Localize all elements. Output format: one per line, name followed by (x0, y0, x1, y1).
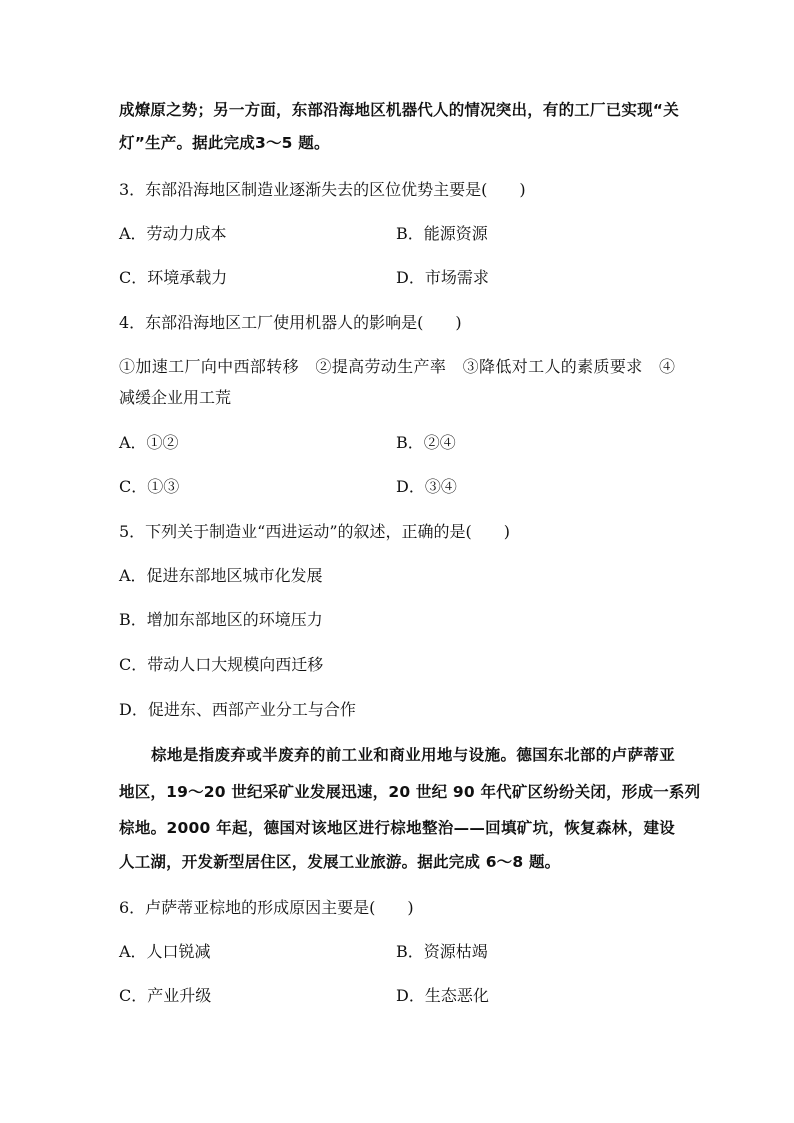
passage2-line1: 棕地是指废弃或半废弃的前工业和商业用地与设施。德国东北部的卢萨蒂亚 (151, 746, 675, 764)
question-3-option-a: A．劳动力成本 (119, 224, 227, 243)
question-6-option-a: A．人口锐减 (119, 942, 211, 961)
question-3-option-d: D．市场需求 (396, 268, 489, 287)
question-4-stem: 4．东部沿海地区工厂使用机器人的影响是( ) (119, 313, 462, 332)
question-5-option-a: A．促进东部地区城市化发展 (119, 566, 323, 585)
question-6-stem: 6．卢萨蒂亚棕地的形成原因主要是( ) (119, 898, 414, 917)
passage1-line1: 成燎原之势；另一方面，东部沿海地区机器代人的情况突出，有的工厂已实现“关 (119, 101, 679, 119)
question-4-option-b: B．②④ (396, 433, 456, 452)
question-3-option-b: B．能源资源 (396, 224, 488, 243)
question-3-option-c: C．环境承载力 (119, 268, 228, 287)
question-4-option-a: A．①② (119, 433, 179, 452)
question-5-stem: 5．下列关于制造业“西进运动”的叙述，正确的是( ) (119, 522, 511, 541)
passage2-line4: 人工湖，开发新型居住区，发展工业旅游。据此完成 6～8 题。 (119, 853, 561, 871)
question-6-option-d: D．生态恶化 (396, 986, 489, 1005)
question-5-option-c: C．带动人口大规模向西迁移 (119, 655, 324, 674)
question-4-option-c: C．①③ (119, 477, 180, 496)
question-4-items-line2: 减缓企业用工荒 (119, 388, 232, 407)
question-6-option-c: C．产业升级 (119, 986, 212, 1005)
question-5-option-b: B．增加东部地区的环境压力 (119, 610, 323, 629)
passage2-line3: 棕地。2000 年起，德国对该地区进行棕地整治——回填矿坑，恢复森林，建设 (119, 819, 675, 837)
question-5-option-d: D．促进东、西部产业分工与合作 (119, 700, 356, 719)
question-6-option-b: B．资源枯竭 (396, 942, 488, 961)
passage2-line2: 地区，19～20 世纪采矿业发展迅速，20 世纪 90 年代矿区纷纷关闭，形成一系列 (119, 783, 701, 801)
question-3-stem: 3．东部沿海地区制造业逐渐失去的区位优势主要是( ) (119, 180, 526, 199)
question-4-items-line1: ①加速工厂向中西部转移 ②提高劳动生产率 ③降低对工人的素质要求 ④ (119, 357, 675, 376)
question-4-option-d: D．③④ (396, 477, 457, 496)
passage1-line2: 灯”生产。据此完成3～5 题。 (119, 134, 330, 152)
